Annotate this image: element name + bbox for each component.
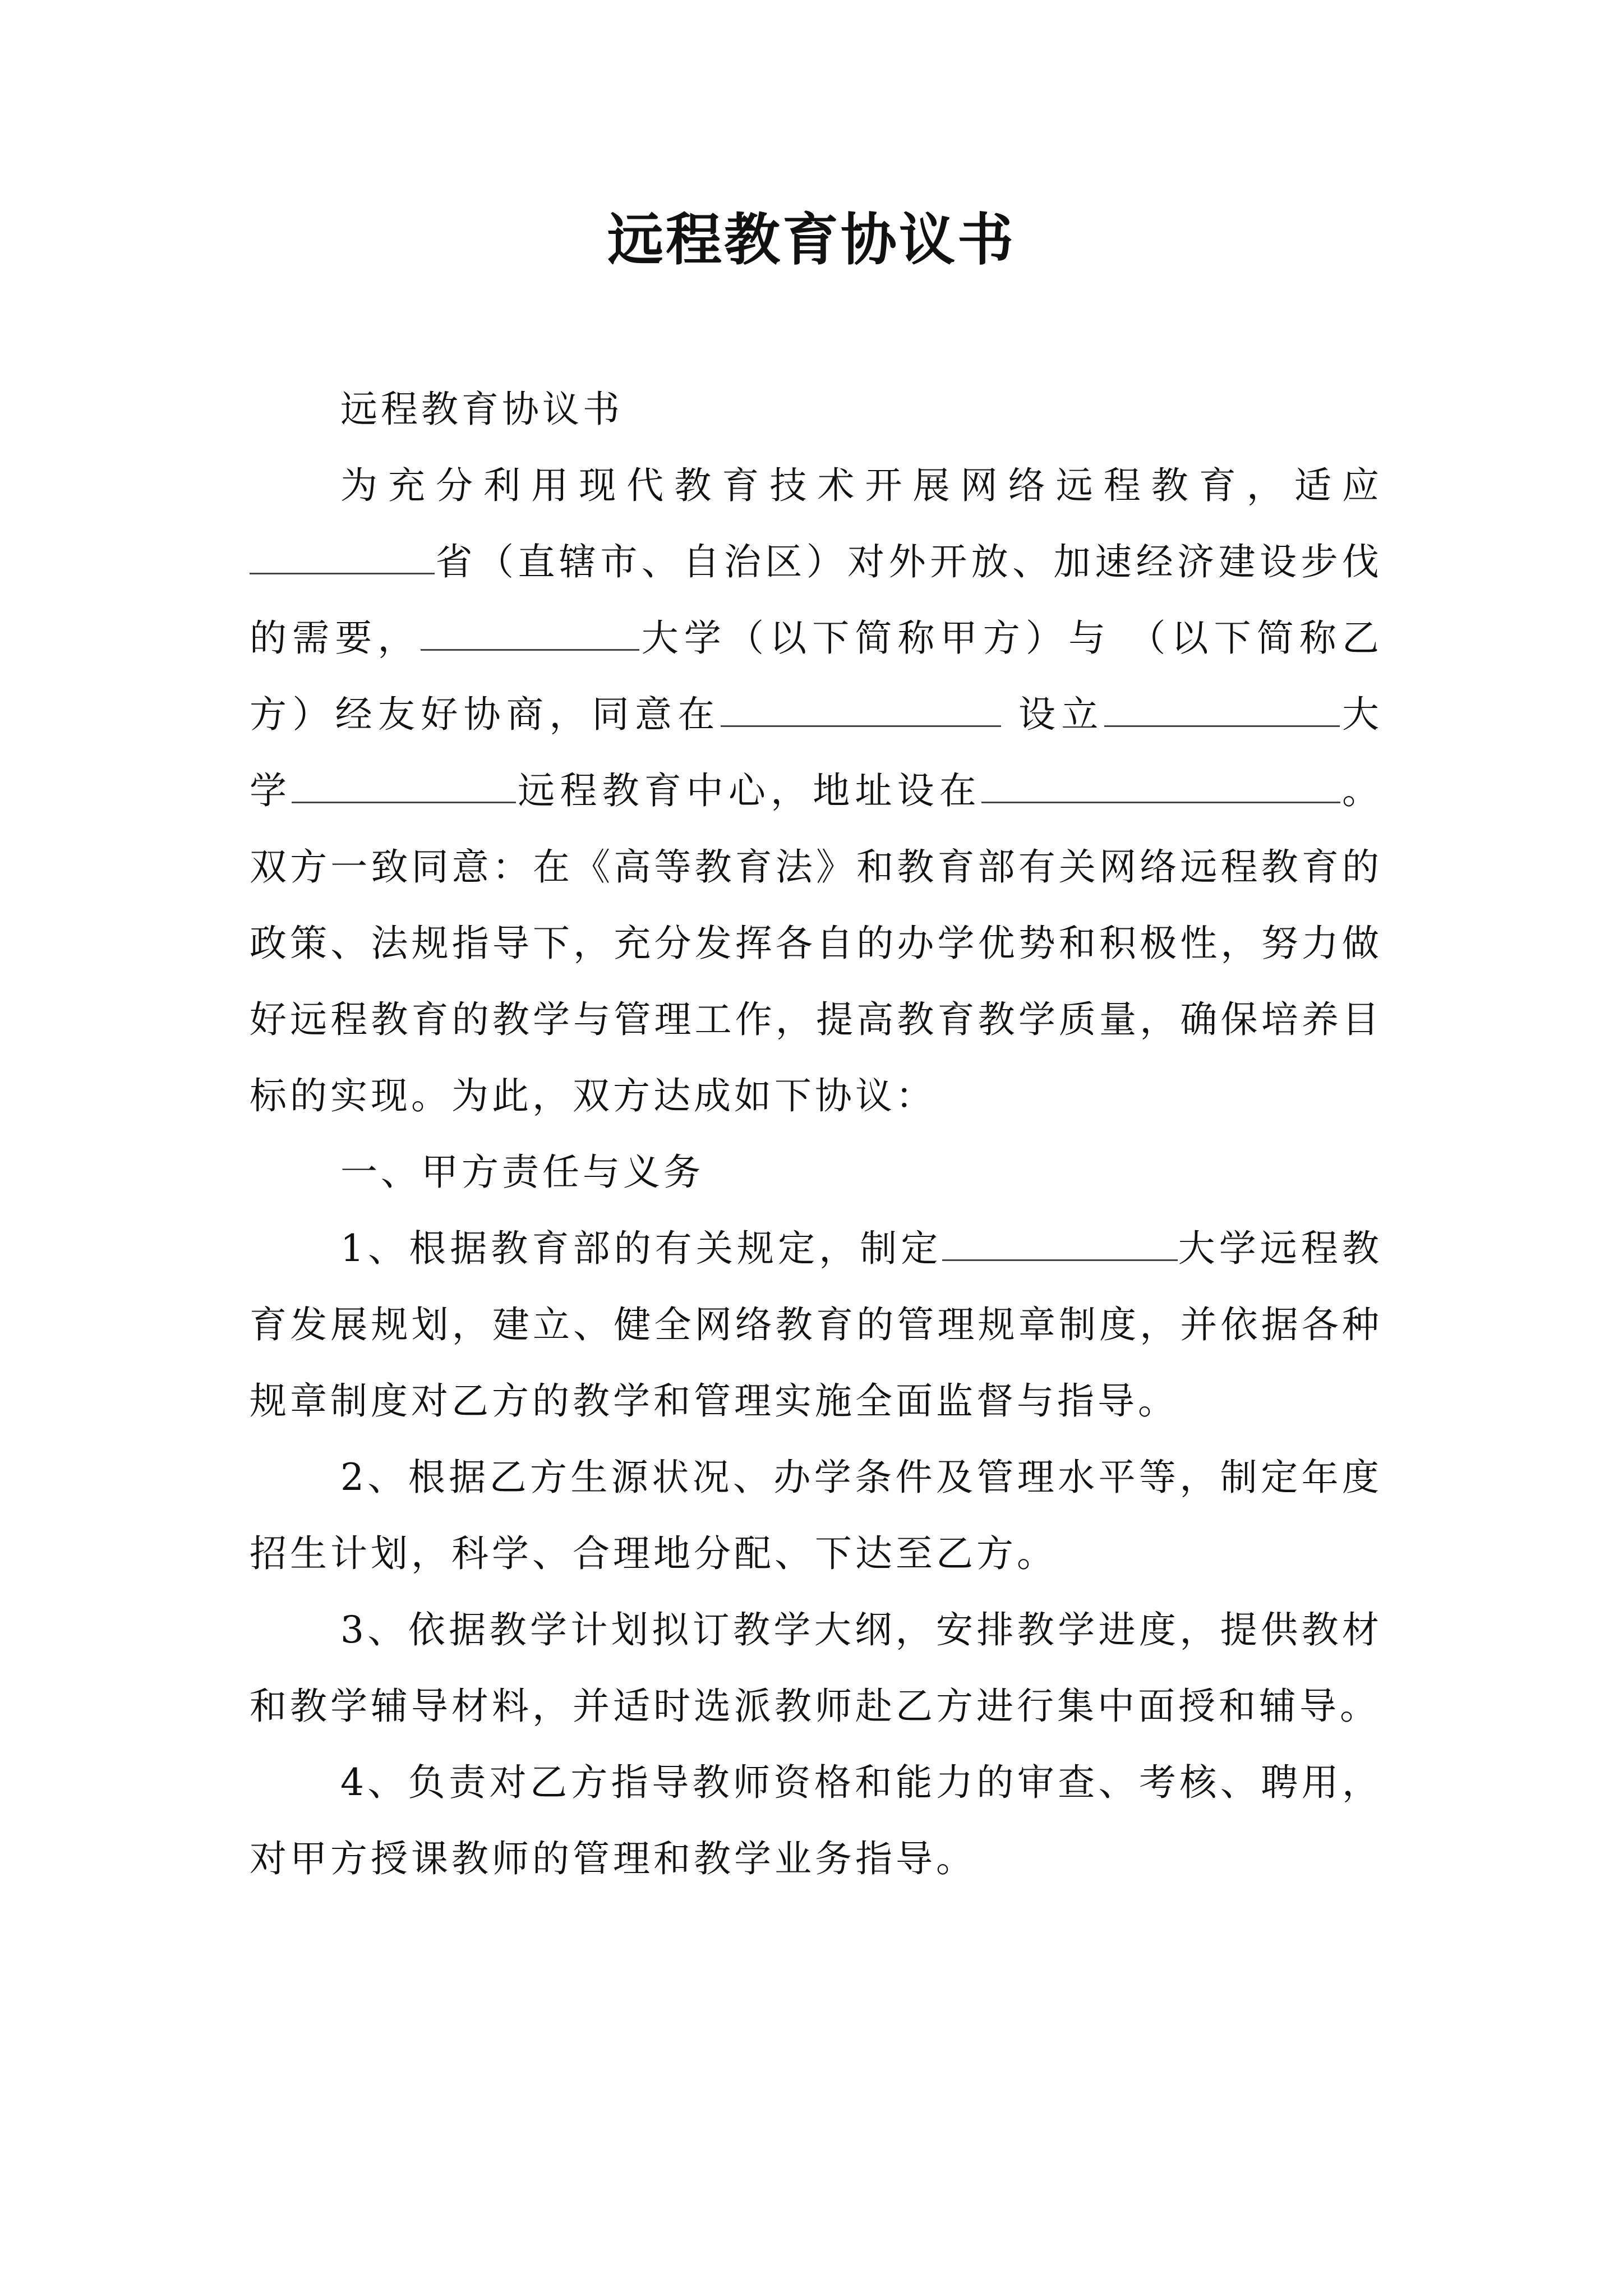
blank-university-a — [421, 616, 639, 651]
item-1-paragraph — [250, 1211, 1382, 1439]
intro-paragraph — [250, 448, 1382, 1134]
intro-text-7: 。双方一致同意：在《高等教育法》和教育部有关网络远程教育的政策、法规指导下，充分发挥各自的办学优势和积极性，努力做好远程教育的教学与管理工作，提高教育教学质量，确保培养目标的实现。为此，双方达成如下协议： — [250, 769, 1383, 1117]
blank-location — [721, 693, 1001, 727]
document-body — [250, 371, 1382, 1897]
item-4-paragraph: 4、负责对乙方指导教师资格和能力的审查、考核、聘用，对甲方授课教师的管理和教学业务指导。 — [250, 1761, 1382, 1880]
intro-text-2: 省（直辖市、自治区）对外开放、加速经济建设步伐的需要， — [250, 540, 1382, 660]
intro-text-1: 为充分利用现代教育技术开展网络远程教育，适应 — [340, 464, 1382, 507]
intro-text-6: 远程教育中心，地址设在 — [516, 769, 981, 812]
intro-text-3: 大学（以下简称甲方）与 （以下简称乙方）经友好协商，同意在 — [250, 616, 1383, 736]
item-1-text-1: 1、根据教育部的有关规定，制定 — [340, 1227, 942, 1270]
blank-university-c — [942, 1227, 1178, 1261]
item-3-paragraph: 3、依据教学计划拟订教学大纲，安排教学进度，提供教材和教学辅导材料，并适时选派教师赴乙方进行集中面授和辅导。 — [250, 1608, 1382, 1728]
intro-text-4: 设立 — [1000, 693, 1104, 736]
subtitle-paragraph: 远程教育协议书 — [340, 388, 623, 431]
item-2-paragraph: 2、根据乙方生源状况、办学条件及管理水平等，制定年度招生计划，科学、合理地分配、下达至乙方。 — [250, 1456, 1382, 1575]
blank-address — [981, 769, 1340, 803]
blank-center-name — [292, 769, 516, 803]
blank-university-b — [1104, 693, 1340, 727]
intro-text-5: 大学 — [250, 693, 1383, 812]
blank-province — [250, 540, 435, 574]
document-title: 远程教育协议书 — [607, 207, 1016, 273]
item-1-text-2: 大学远程教育发展规划，建立、健全网络教育的管理规章制度，并依据各种规章制度对乙方的教学和管理实施全面监督与指导。 — [250, 1227, 1383, 1423]
section-heading: 一、甲方责任与义务 — [340, 1151, 704, 1194]
